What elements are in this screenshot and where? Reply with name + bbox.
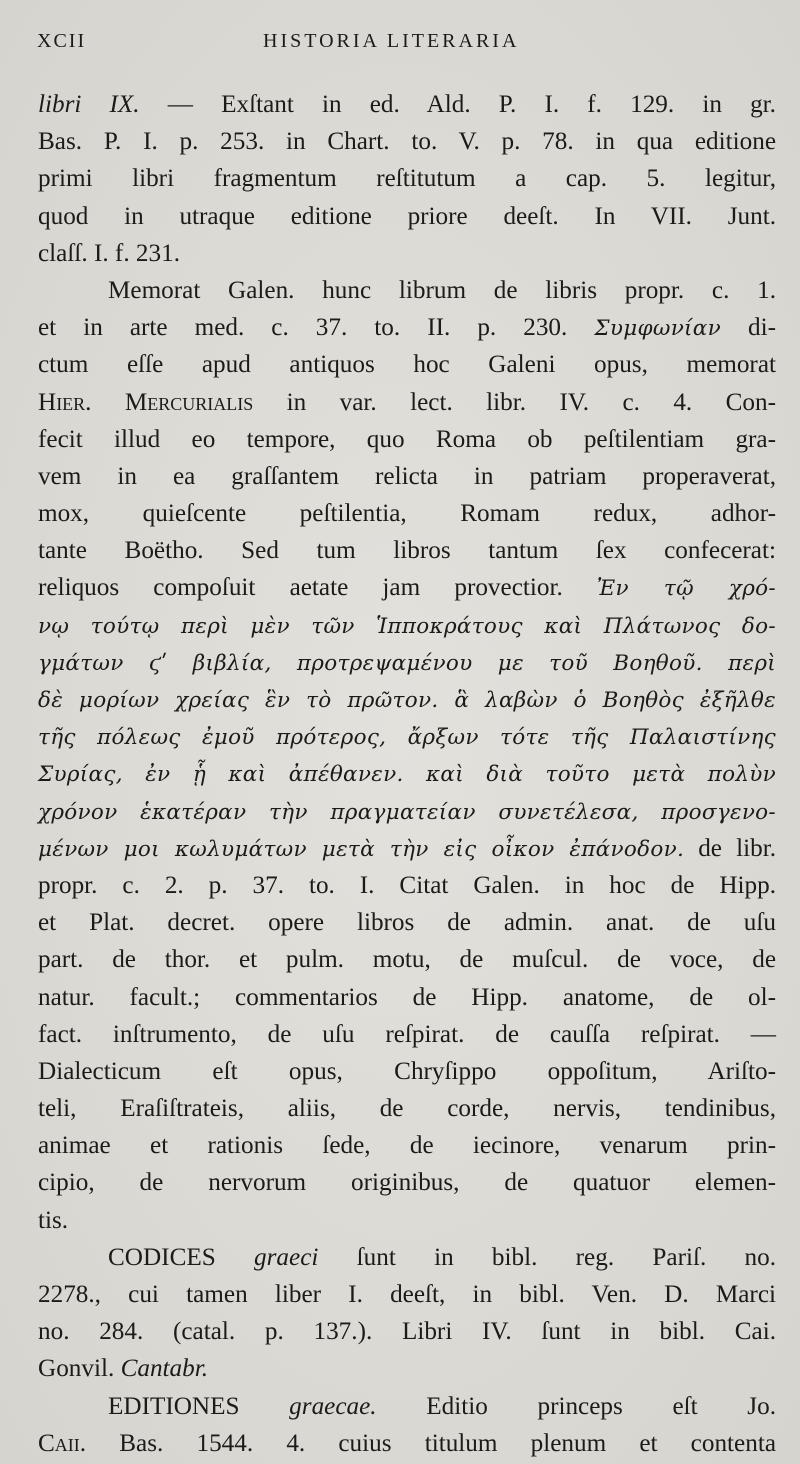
text-span: teli, Eraſiſtrateis, aliis, de corde, nervis, tendinibus,	[38, 1095, 776, 1123]
text-line	[38, 1127, 776, 1164]
text-span: — Exſtant in ed. Ald. P. I. f. 129. in gr.	[139, 91, 776, 118]
text-span: ctum eſſe apud antiquos hoc Galeni opus, memorat	[38, 351, 776, 379]
text-line	[38, 384, 776, 421]
text-span: Editio princeps eſt Jo.	[376, 1392, 776, 1420]
text-span: 2278., cui tamen liber I. deeſt, in bibl. Ven. D. Marci	[38, 1281, 776, 1308]
greek-quotation: Συρίας, ἐν ᾗ καὶ ἀπέθανεν. καὶ διὰ τοῦτο μετὰ πολὺν	[38, 762, 776, 788]
text-span: tante Boëtho. Sed tum libros tantum ſex confecerat:	[38, 537, 776, 565]
italic-text: libri IX.	[38, 91, 140, 118]
page-number: XCII	[37, 30, 87, 52]
text-line	[38, 718, 776, 755]
text-span: animae et rationis ſede, de iecinore, venarum prin-	[38, 1132, 776, 1160]
greek-quotation: νῳ τούτῳ περὶ μὲν τῶν Ἱπποκράτους καὶ Πλάτωνος δο-	[38, 613, 776, 639]
text-line	[38, 458, 776, 495]
text-line	[38, 793, 776, 830]
text-line	[38, 1090, 776, 1127]
text-line	[38, 1276, 776, 1313]
text-line	[38, 830, 776, 867]
text-span: Gonvil.	[38, 1355, 121, 1383]
text-span: ſunt in bibl. reg. Pariſ. no.	[318, 1243, 776, 1271]
text-line	[38, 1425, 776, 1462]
greek-quotation: μένων μοι κωλυμάτων μετὰ τὴν εἰς οἶκον ἐπάνοδον.	[38, 836, 685, 862]
text-span: di-	[720, 314, 776, 342]
text-line	[38, 309, 776, 346]
text-span: fecit illud eo tempore, quo Roma ob peſtilentiam gra-	[38, 425, 776, 453]
text-line	[38, 979, 776, 1016]
text-line	[38, 532, 776, 569]
text-span: Dialecticum eſt opus, Chryſippo oppoſitum, Ariſto-	[38, 1057, 776, 1085]
greek-quotation: χρόνον ἑκατέραν τὴν πραγματείαν συνετέλεσα, προσγενο-	[38, 799, 776, 825]
greek-quotation: δὲ μορίων χρείας ἓν τὸ πρῶτον. ἃ λαβὼν ὁ Βοηθὸς ἐξῆλθε	[38, 688, 776, 713]
text-span: Memorat Galen. hunc librum de libris propr. c. 1.	[108, 276, 776, 304]
text-span: mox, quieſcente peſtilentia, Romam redux, adhor-	[38, 500, 776, 528]
italic-text: Cantabr.	[120, 1355, 209, 1383]
text-line	[38, 160, 776, 197]
text-span: vem in ea graſſantem relicta in patriam properaverat,	[38, 462, 776, 490]
text-line	[38, 86, 776, 123]
text-line	[38, 644, 776, 681]
text-span: natur. facult.; commentarios de Hipp. anatome, de ol-	[38, 983, 776, 1011]
greek-quotation: τῆς πόλεως ἐμοῦ πρότερος, ἄρξων τότε τῆς Παλαιστίνης	[38, 725, 776, 751]
text-span: Bas. P. I. p. 253. in Chart. to. V. p. 78. in qua editione	[38, 128, 776, 156]
text-span: part. de thor. et pulm. motu, de muſcul. de voce, de	[38, 946, 776, 974]
small-caps-name: Caii.	[38, 1429, 87, 1457]
text-span: no. 284. (catal. p. 137.). Libri IV. ſunt in bibl. Cai.	[38, 1318, 776, 1346]
greek-quotation: γμάτων ϛʹ βιβλία, προτρεψαμένου με τοῦ Βοηθοῦ. περὶ	[38, 650, 776, 676]
text-line	[38, 346, 776, 383]
text-span: reliquos compoſuit aetate jam provectior.	[38, 574, 597, 602]
text-span: propr. c. 2. p. 37. to. I. Citat Galen. in hoc de Hipp.	[38, 871, 776, 899]
running-title: HISTORIA LITERARIA	[263, 30, 520, 52]
text-line	[38, 681, 776, 718]
text-span: Bas. 1544. 4. cuius titulum plenum et contenta	[86, 1429, 776, 1457]
text-line	[38, 198, 776, 235]
body-text	[38, 86, 776, 1462]
text-line	[38, 1350, 776, 1387]
text-line	[38, 1016, 776, 1053]
text-line	[38, 495, 776, 532]
greek-quotation: Συμφωνίαν	[594, 316, 721, 342]
text-span: de libr.	[684, 834, 776, 862]
text-span: claſſ. I. f. 231.	[38, 239, 180, 267]
text-line	[38, 941, 776, 978]
text-line	[38, 1053, 776, 1090]
text-span: in var. lect. libr. IV. c. 4. Con-	[253, 388, 776, 416]
text-line	[38, 904, 776, 941]
text-span: CODICES	[108, 1243, 255, 1271]
text-span: et in arte med. c. 37. to. II. p. 230.	[38, 314, 595, 342]
text-line	[38, 607, 776, 644]
text-span: fact. inſtrumento, de uſu reſpirat. de cauſſa reſpirat. —	[38, 1020, 776, 1048]
text-span: primi libri fragmentum reſtitutum a cap. 5. legitur,	[38, 165, 776, 193]
text-line	[38, 123, 776, 160]
text-line	[38, 1239, 776, 1276]
text-line	[38, 421, 776, 458]
text-span: tis.	[38, 1206, 69, 1234]
text-line	[38, 569, 776, 606]
text-line	[38, 1202, 776, 1239]
text-line	[38, 235, 776, 272]
text-line	[38, 867, 776, 904]
text-span: EDITIONES	[108, 1392, 290, 1420]
small-caps-name: Hier. Mercurialis	[38, 388, 254, 416]
text-span: cipio, de nervorum originibus, de quatuor elemen-	[38, 1169, 776, 1197]
text-line	[38, 1388, 776, 1425]
italic-text: graeci	[254, 1243, 319, 1271]
page-header	[37, 30, 770, 58]
italic-text: graecae.	[289, 1392, 377, 1420]
greek-quotation: Ἐν τῷ χρό-	[596, 576, 776, 602]
text-span: et Plat. decret. opere libros de admin. anat. de uſu	[38, 909, 776, 937]
text-line	[38, 272, 776, 309]
text-span: quod in utraque editione priore deeſt. In VII. Junt.	[38, 202, 776, 230]
text-line	[38, 1164, 776, 1201]
text-line	[38, 1313, 776, 1350]
text-line	[38, 755, 776, 792]
